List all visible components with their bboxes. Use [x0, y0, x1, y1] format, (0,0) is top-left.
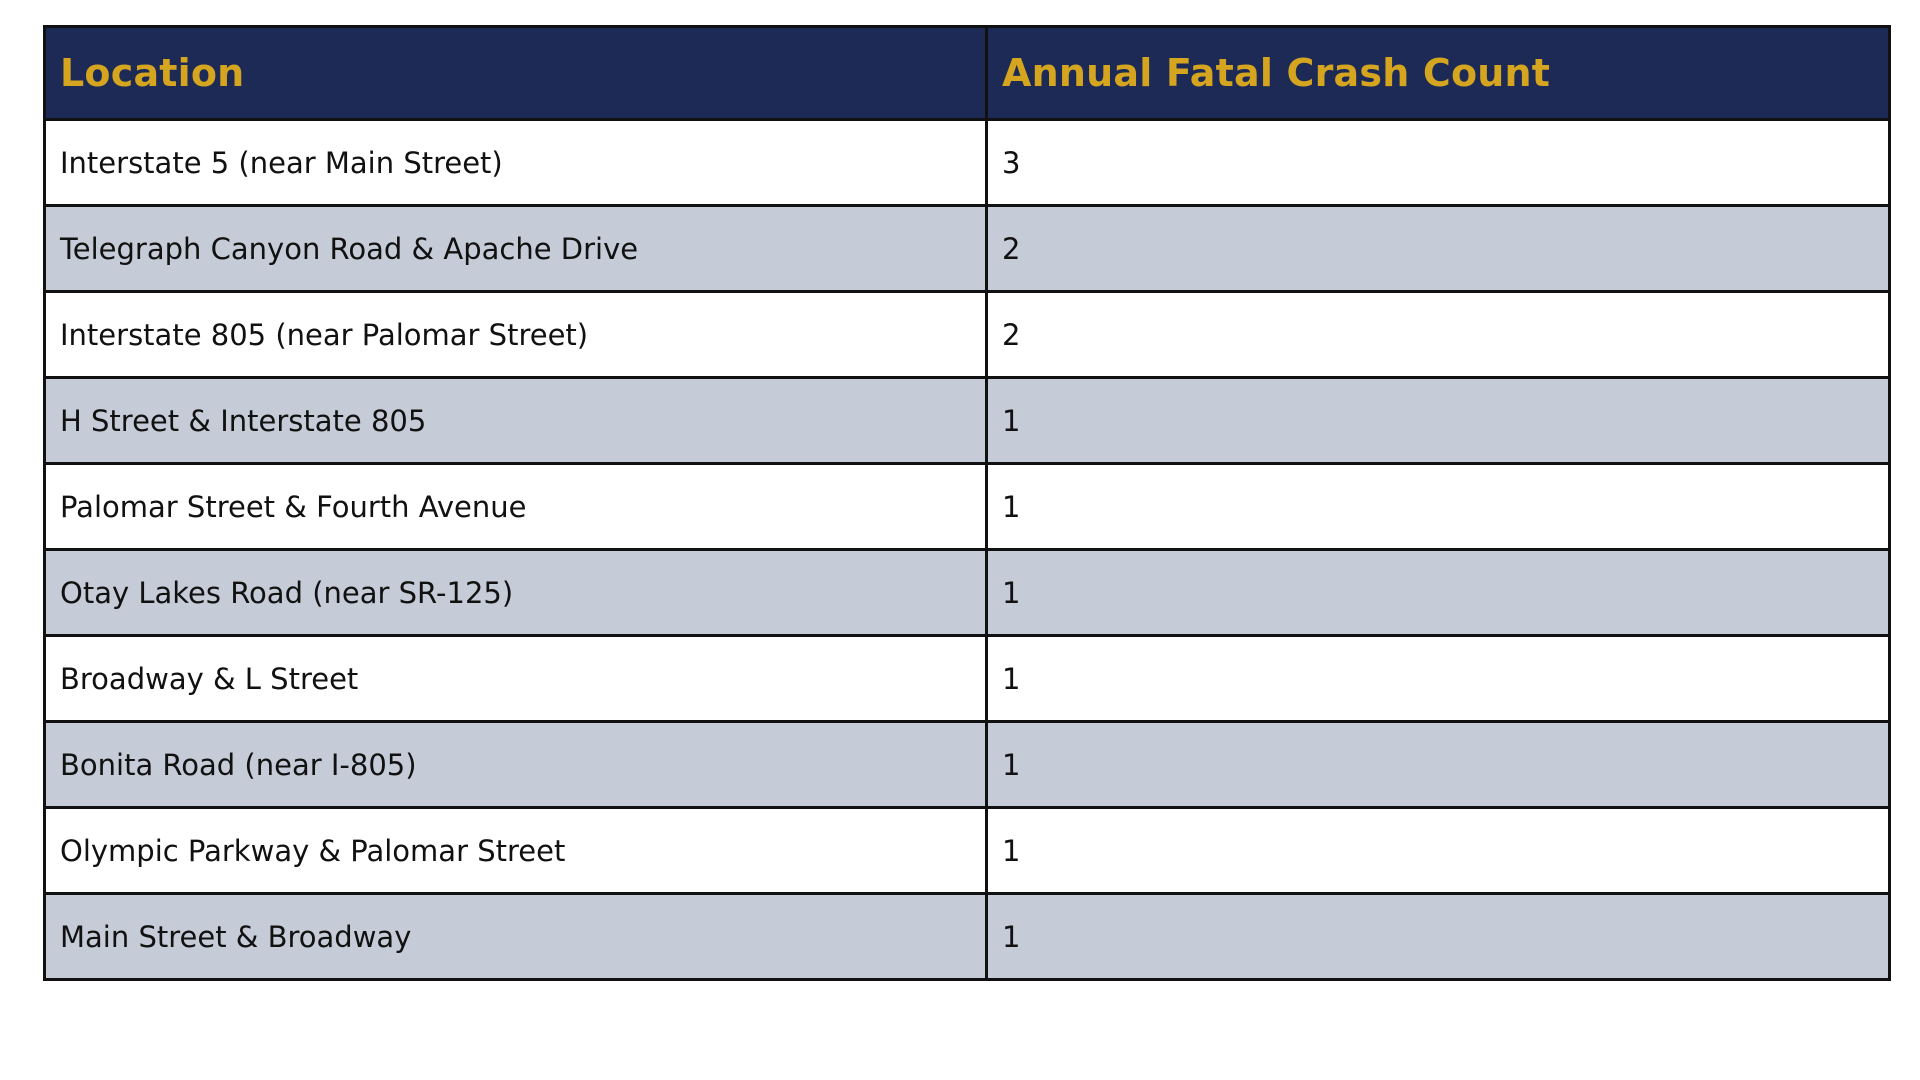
header-row: [45, 27, 1890, 120]
table-row: [45, 550, 1890, 636]
count-cell: 2: [987, 292, 1890, 378]
count-cell: 1: [987, 636, 1890, 722]
location-cell: Otay Lakes Road (near SR-125): [45, 550, 987, 636]
location-cell: Olympic Parkway & Palomar Street: [45, 808, 987, 894]
count-cell: 1: [987, 722, 1890, 808]
table-row: [45, 808, 1890, 894]
count-cell: 1: [987, 378, 1890, 464]
table-row: [45, 378, 1890, 464]
count-cell: 1: [987, 808, 1890, 894]
count-cell: 3: [987, 120, 1890, 206]
count-cell: 1: [987, 894, 1890, 980]
count-cell: 2: [987, 206, 1890, 292]
table-row: [45, 894, 1890, 980]
location-cell: Interstate 805 (near Palomar Street): [45, 292, 987, 378]
table-row: [45, 206, 1890, 292]
table-header: [45, 27, 1890, 120]
location-cell: Palomar Street & Fourth Avenue: [45, 464, 987, 550]
fatal-crash-table: [43, 25, 1891, 981]
location-cell: Telegraph Canyon Road & Apache Drive: [45, 206, 987, 292]
table-body: [45, 120, 1890, 980]
header-location: Location: [45, 27, 987, 120]
table-row: [45, 464, 1890, 550]
count-cell: 1: [987, 464, 1890, 550]
location-cell: Main Street & Broadway: [45, 894, 987, 980]
table-row: [45, 120, 1890, 206]
table-row: [45, 292, 1890, 378]
table-row: [45, 636, 1890, 722]
location-cell: H Street & Interstate 805: [45, 378, 987, 464]
location-cell: Interstate 5 (near Main Street): [45, 120, 987, 206]
header-annual-fatal-crash-count: Annual Fatal Crash Count: [987, 27, 1890, 120]
count-cell: 1: [987, 550, 1890, 636]
table-row: [45, 722, 1890, 808]
location-cell: Broadway & L Street: [45, 636, 987, 722]
location-cell: Bonita Road (near I-805): [45, 722, 987, 808]
